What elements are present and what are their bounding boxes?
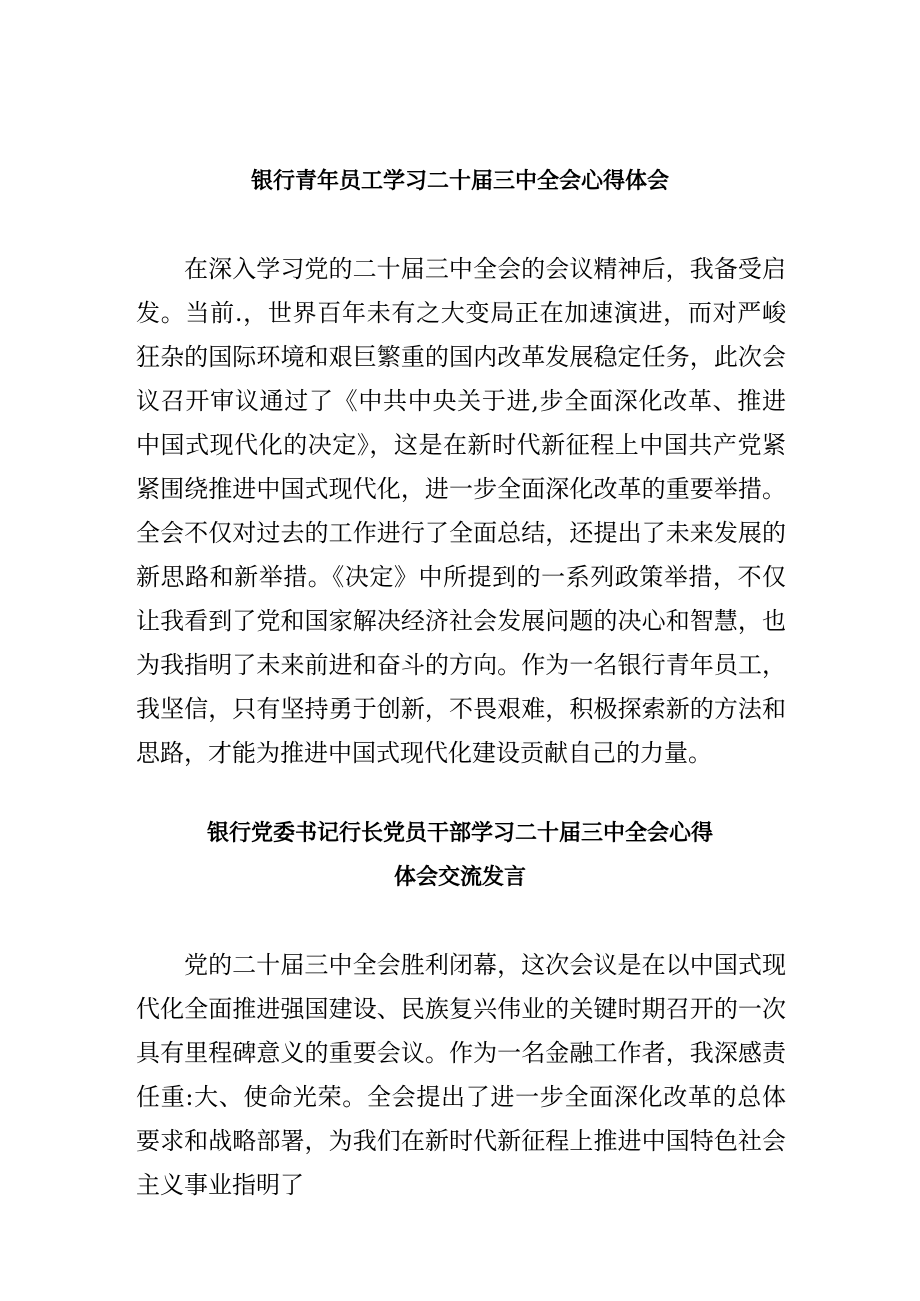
section-1-paragraph: 在深入学习党的二十届三中全会的会议精神后，我备受启发。当前.，世界百年未有之大变局正在加速演进，而对严峻狂杂的国际环境和艰巨繁重的国内改革发展稳定任务，此次会议召开审议通过了《中共中央关于进,步全面深化改革、推进中国式现代化的决定》，这是在新时代新征程上中国共产党紧紧围绕推进中国式现代化，进一步全面深化改革的重要举措。全会不仅对过去的工作进行了全面总结，还提出了未来发展的新思路和新举措。《决定》中所提到的一系列政策举措，不仅让我看到了党和国家解决经济社会发展问题的决心和智慧，也为我指明了未来前进和奋斗的方向。作为一名银行青年员工，我坚信，只有坚持勇于创新，不畏艰难，积极探索新的方法和思路，才能为推进中国式现代化建设贡献自己的力量。 [136,255,786,767]
section-1-title: 银行青年员工学习二十届三中全会心得体会 [250,169,669,194]
section-2-title-line-1: 银行党委书记行长党员干部学习二十届三中全会心得 [206,821,713,846]
section-2-title [0,812,920,900]
section-2-title-line-2: 体会交流发言 [393,865,526,890]
section-2-paragraph: 党的二十届三中全会胜利闭幕，这次会议是在以中国式现代化全面推进强国建设、民族复兴伟业的关键时期召开的一次具有里程碑意义的重要会议。作为一名金融工作者，我深感责任重:大、使命光荣。全会提出了进一步全面深化改革的总体要求和战略部署，为我们在新时代新征程上推进中国特色社会主义事业指明了 [136,951,786,1199]
